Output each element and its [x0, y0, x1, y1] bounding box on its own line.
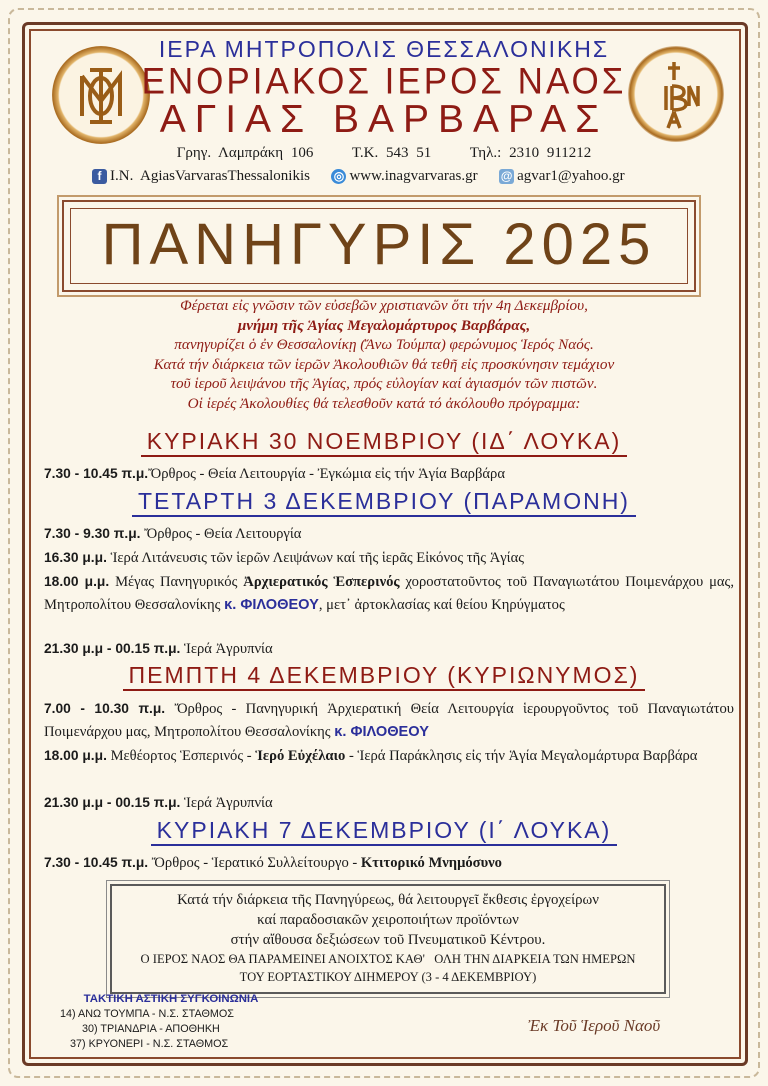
intro-line: Οἱ ἱερές Ἀκολουθίες θά τελεσθοῦν κατά τό ἀκόλουθο πρόγραμμα:	[187, 394, 581, 412]
email-link[interactable]: agvar1@yahoo.gr	[517, 168, 625, 185]
address-line: Γρηγ. Λαμπράκη 106 Τ.Κ. 543 51 Τηλ.: 2310 911212	[176, 145, 592, 161]
day-heading-3: ΠΕΜΠΤΗ 4 ΔΕΚΕΜΒΡΙΟΥ (ΚΥΡΙΩΝΥΜΟΣ)	[0, 662, 768, 691]
intro-paragraph	[40, 296, 728, 413]
intro-line: Φέρεται εἰς γνῶσιν τῶν εὐσεβῶν χριστιανῶν ὅτι τήν 4η Δεκεμβρίου,	[180, 297, 588, 314]
notice-line: Κατά τήν διάρκεια τῆς Πανηγύρεως, θά λειτουργεῖ ἔκθεσις ἐργοχείρων	[177, 892, 599, 908]
schedule-item: 7.30 - 9.30 π.μ. Ὄρθρος - Θεία Λειτουργία	[44, 526, 302, 542]
intro-line: Κατά τήν διάρκεια τῶν ἱερῶν Ἀκολουθιῶν θά τεθῆ εἰς προσκύνησιν τεμάχιον	[153, 355, 615, 373]
notice-line: ΤΟΥ ΕΟΡΤΑΣΤΙΚΟΥ ΔΙΗΜΕΡΟΥ (3 - 4 ΔΕΚΕΜΒΡΙΟΥ)	[239, 970, 537, 984]
intro-line: μνήμη τῆς Ἁγίας Μεγαλομάρτυρος Βαρβάρας,	[237, 316, 531, 334]
bus-route: 30) ΤΡΙΑΝΔΡΙΑ - ΑΠΟΘΗΚΗ	[82, 1023, 220, 1035]
facebook-icon: f	[92, 169, 107, 184]
globe-icon: ◎	[331, 169, 346, 184]
notice-line: καί παραδοσιακῶν χειροποιήτων προϊόντων	[257, 912, 519, 928]
bus-route: 14) ΑΝΩ ΤΟΥΜΠΑ - Ν.Σ. ΣΤΑΘΜΟΣ	[60, 1008, 234, 1020]
schedule-item: 18.00 μ.μ. Μέγας Πανηγυρικός Ἀρχιερατικός Ἑσπερινός χοροστατοῦντος τοῦ Παναγιωτάτου Ποιμενάρχου μας, Μητροπολίτου Θεσσαλονίκης κ. ΦΙΛΟΘΕΟΥ, μετ᾽ ἀρτοκλασίας καί θείου Κηρύγματος	[44, 574, 734, 613]
church-name: ΑΓΙΑΣ ΒΑΡΒΑΡΑΣ	[159, 98, 609, 141]
facebook-link[interactable]: I.N. AgiasVarvarasThessalonikis	[110, 168, 310, 185]
schedule-item: 16.30 μ.μ. Ἱερά Λιτάνευσις τῶν ἱερῶν Λειψάνων καί τῆς ἱερᾶς Εἰκόνος τῆς Ἁγίας	[44, 550, 525, 566]
schedule-item: 21.30 μ.μ - 00.15 π.μ. Ἱερά Ἀγρυπνία	[44, 795, 273, 811]
schedule-item: 21.30 μ.μ - 00.15 π.μ. Ἱερά Ἀγρυπνία	[44, 641, 273, 657]
day-heading-4: ΚΥΡΙΑΚΗ 7 ΔΕΚΕΜΒΡΙΟΥ (Ι΄ ΛΟΥΚΑ)	[0, 817, 768, 846]
title-box	[62, 200, 696, 292]
email-icon: @	[500, 169, 513, 184]
notice-line: στήν αἴθουσα δεξιώσεων τοῦ Πνευματικοῦ Κέντρου.	[230, 932, 546, 948]
notice-line: Ο ΙΕΡΟΣ ΝΑΟΣ ΘΑ ΠΑΡΑΜΕΙΝΕΙ ΑΝΟΙΧΤΟΣ ΚΑΘ' ΟΛΗ ΤΗΝ ΔΙΑΡΚΕΙΑ ΤΩΝ ΗΜΕΡΩΝ	[140, 952, 636, 966]
day-heading-2: ΤΕΤΑΡΤΗ 3 ΔΕΚΕΜΒΡΙΟΥ (ΠΑΡΑΜΟΝΗ)	[0, 488, 768, 517]
schedule-item: 18.00 μ.μ. Μεθέορτος Ἑσπερινός - Ἱερό Εὐχέλαιο - Ἱερά Παράκλησις εἰς τήν Ἁγία Μεγαλομάρτυρα Βαρβάρα	[44, 748, 698, 764]
notice-box	[110, 884, 666, 994]
transport-heading: ΤΑΚΤΙΚΗ ΑΣΤΙΚΗ ΣΥΓΚΟΙΝΩΝΙΑ	[83, 993, 259, 1005]
schedule-item: 7.00 - 10.30 π.μ. Ὄρθρος - Πανηγυρική Ἀρχιερατική Θεία Λειτουργία ἱερουργοῦντος τοῦ Παναγιωτάτου Ποιμενάρχου μας, Μητροπολίτου Θεσσαλονίκης κ. ΦΙΛΟΘΕΟΥ	[44, 701, 734, 740]
parish-name: ΕΝΟΡΙΑΚΟΣ ΙΕΡΟΣ ΝΑΟΣ	[141, 61, 627, 102]
schedule-item: 7.30 - 10.45 π.μ.Ὄρθρος - Θεία Λειτουργία - Ἐγκώμια εἰς τήν Ἁγία Βαρβάρα	[44, 466, 505, 482]
contacts-line	[92, 168, 692, 185]
website-link[interactable]: www.inagvarvaras.gr	[349, 168, 478, 185]
poster-title: ΠΑΝΗΓΥΡΙΣ 2025	[101, 212, 657, 277]
metropolis-name: ΙΕΡΑ ΜΗΤΡΟΠΟΛΙΣ ΘΕΣΣΑΛΟΝΙΚΗΣ	[158, 36, 610, 62]
bus-route: 37) ΚΡΥΟΝΕΡΙ - Ν.Σ. ΣΤΑΘΜΟΣ	[70, 1038, 229, 1050]
intro-line: πανηγυρίζει ὁ ἐν Θεσσαλονίκῃ (Ἄνω Τούμπα) φερώνυμος Ἱερός Ναός.	[174, 336, 594, 353]
signature: Ἐκ Τοῦ Ἱεροῦ Ναοῦ	[528, 1016, 661, 1035]
day-heading-1: ΚΥΡΙΑΚΗ 30 ΝΟΕΜΒΡΙΟΥ (ΙΔ΄ ΛΟΥΚΑ)	[0, 428, 768, 457]
schedule-item: 7.30 - 10.45 π.μ. Ὄρθρος - Ἱερατικό Συλλείτουργο - Κτιτορικό Μνημόσυνο	[44, 855, 502, 871]
intro-line: τοῦ ἱεροῦ λειψάνου τῆς Ἁγίας, πρός εὐλογίαν καί ἁγιασμόν τῶν πιστῶν.	[170, 375, 598, 392]
transport-info	[60, 992, 300, 1052]
